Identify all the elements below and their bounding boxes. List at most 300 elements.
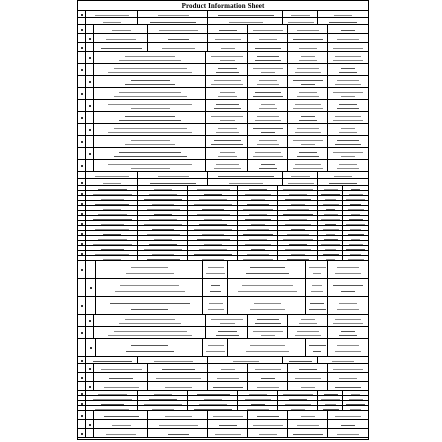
- placeholder-line: [339, 164, 357, 165]
- table-cell: [78, 382, 86, 390]
- placeholder-line: [341, 331, 355, 332]
- placeholder-line: [204, 194, 222, 195]
- placeholder-line: [350, 229, 361, 230]
- placeholder-line: [261, 104, 275, 105]
- table-cell: [248, 160, 288, 171]
- placeholder-line: [218, 156, 237, 157]
- table-cell: [188, 186, 238, 190]
- table-row: [78, 76, 368, 88]
- table-cell: [188, 201, 238, 205]
- table-cell: [138, 406, 188, 410]
- placeholder-line: [324, 189, 338, 190]
- table-cell: [328, 315, 368, 326]
- placeholder-line: [245, 244, 271, 245]
- cell-mark: [81, 269, 83, 271]
- table-cell: [138, 401, 188, 405]
- table-cell: [306, 297, 328, 314]
- table-cell: [203, 261, 228, 278]
- table-cell: [206, 327, 248, 338]
- placeholder-line: [293, 140, 323, 141]
- table-cell: [188, 231, 238, 235]
- table-row: [78, 382, 368, 391]
- table-cell: [78, 251, 86, 255]
- table-cell: [94, 136, 206, 147]
- table-cell: [206, 76, 248, 87]
- table-row: [78, 179, 368, 186]
- placeholder-line: [255, 48, 281, 49]
- table-cell: [343, 216, 368, 220]
- placeholder-line: [283, 239, 313, 240]
- table-cell: [318, 216, 343, 220]
- placeholder-line: [152, 229, 174, 230]
- placeholder-line: [199, 224, 227, 225]
- table-cell: [318, 401, 343, 405]
- placeholder-line: [194, 204, 232, 205]
- table-cell: [343, 221, 368, 225]
- placeholder-line: [289, 244, 307, 245]
- placeholder-line: [309, 309, 326, 310]
- table-cell: [86, 396, 138, 400]
- placeholder-line: [333, 60, 363, 61]
- placeholder-line: [310, 303, 324, 304]
- table-cell: [78, 221, 86, 225]
- table-cell: [328, 327, 368, 338]
- table-cell: [288, 112, 328, 123]
- table-cell: [94, 52, 206, 63]
- placeholder-line: [287, 234, 309, 235]
- cell-mark: [90, 287, 92, 289]
- placeholder-line: [199, 404, 227, 405]
- placeholder-line: [348, 209, 364, 210]
- placeholder-line: [206, 351, 225, 352]
- placeholder-line: [216, 104, 239, 105]
- table-cell: [238, 216, 278, 220]
- placeholder-line: [202, 209, 224, 210]
- table-cell: [94, 364, 148, 372]
- table-cell: [278, 236, 318, 240]
- table-cell: [86, 364, 94, 372]
- table-cell: [96, 297, 203, 314]
- placeholder-line: [101, 224, 124, 225]
- table-cell: [148, 43, 208, 51]
- placeholder-line: [95, 176, 129, 177]
- table-cell: [318, 246, 343, 250]
- table-cell: [208, 43, 248, 51]
- table-row: [78, 25, 368, 34]
- table-cell: [318, 11, 368, 17]
- table-cell: [238, 226, 278, 230]
- placeholder-line: [283, 214, 313, 215]
- placeholder-line: [126, 273, 174, 274]
- table-cell: [78, 52, 86, 63]
- table-cell: [288, 34, 328, 42]
- table-cell: [78, 172, 86, 178]
- table-cell: [278, 211, 318, 215]
- table-cell: [248, 34, 288, 42]
- placeholder-line: [335, 273, 361, 274]
- table-cell: [288, 148, 328, 159]
- placeholder-line: [209, 303, 223, 304]
- table-cell: [248, 25, 288, 33]
- table-cell: [328, 382, 368, 390]
- table-cell: [328, 364, 368, 372]
- table-cell: [78, 34, 86, 42]
- placeholder-line: [211, 56, 243, 57]
- table-cell: [138, 206, 188, 210]
- table-cell: [206, 64, 248, 75]
- table-cell: [86, 136, 94, 147]
- table-cell: [86, 382, 94, 390]
- table-cell: [318, 18, 368, 24]
- table-cell: [343, 211, 368, 215]
- table-cell: [343, 396, 368, 400]
- table-cell: [288, 76, 328, 87]
- placeholder-line: [261, 335, 275, 336]
- placeholder-line: [285, 249, 311, 250]
- table-cell: [78, 420, 86, 428]
- sheet-title: Product Information Sheet: [78, 1, 368, 11]
- placeholder-line: [159, 30, 198, 31]
- table-cell: [78, 279, 86, 296]
- table-cell: [86, 186, 138, 190]
- table-cell: [188, 191, 238, 195]
- placeholder-line: [326, 209, 335, 210]
- placeholder-line: [112, 30, 131, 31]
- placeholder-line: [350, 204, 361, 205]
- placeholder-line: [253, 128, 283, 129]
- placeholder-line: [253, 331, 283, 332]
- placeholder-line: [257, 319, 279, 320]
- placeholder-line: [110, 303, 190, 304]
- placeholder-line: [285, 224, 311, 225]
- table-cell: [86, 373, 94, 381]
- table-cell: [86, 411, 94, 419]
- placeholder-line: [341, 128, 355, 129]
- placeholder-line: [321, 399, 340, 400]
- placeholder-line: [321, 219, 340, 220]
- table-cell: [206, 100, 248, 111]
- table-cell: [86, 251, 138, 255]
- table-cell: [188, 256, 238, 260]
- table-cell: [94, 327, 206, 338]
- table-cell: [138, 236, 188, 240]
- table-cell: [248, 382, 288, 390]
- placeholder-line: [93, 194, 132, 195]
- placeholder-line: [337, 39, 359, 40]
- placeholder-line: [333, 323, 363, 324]
- placeholder-line: [229, 183, 263, 184]
- cell-mark: [89, 105, 91, 107]
- table-cell: [343, 201, 368, 205]
- table-cell: [188, 206, 238, 210]
- placeholder-line: [339, 104, 357, 105]
- table-cell: [188, 391, 238, 395]
- table-row: [78, 34, 368, 43]
- table-cell: [94, 34, 148, 42]
- placeholder-line: [255, 152, 281, 153]
- table-cell: [288, 88, 328, 99]
- cell-mark: [81, 243, 83, 245]
- table-cell: [206, 124, 248, 135]
- table-cell: [78, 373, 86, 381]
- placeholder-line: [103, 22, 121, 23]
- placeholder-line: [199, 249, 227, 250]
- placeholder-line: [101, 48, 142, 49]
- table-cell: [306, 339, 328, 356]
- table-cell: [78, 364, 86, 372]
- table-cell: [86, 179, 138, 185]
- table-cell: [288, 429, 328, 437]
- cell-mark: [81, 213, 83, 215]
- table-cell: [228, 339, 306, 356]
- table-cell: [228, 297, 306, 314]
- table-cell: [278, 191, 318, 195]
- cell-mark: [81, 141, 83, 143]
- table-cell: [238, 391, 278, 395]
- placeholder-line: [299, 323, 317, 324]
- cell-mark: [81, 332, 83, 334]
- placeholder-line: [216, 72, 239, 73]
- table-cell: [208, 25, 248, 33]
- placeholder-line: [333, 92, 363, 93]
- table-cell: [228, 279, 306, 296]
- placeholder-line: [249, 214, 267, 215]
- placeholder-line: [335, 351, 361, 352]
- table-cell: [86, 25, 94, 33]
- placeholder-line: [125, 116, 175, 117]
- placeholder-line: [217, 378, 239, 379]
- placeholder-line: [350, 254, 361, 255]
- placeholder-line: [299, 92, 317, 93]
- placeholder-line: [291, 229, 305, 230]
- table-cell: [278, 221, 318, 225]
- table-row: [78, 64, 368, 76]
- placeholder-line: [341, 68, 355, 69]
- table-cell: [238, 246, 278, 250]
- placeholder-line: [154, 361, 193, 362]
- placeholder-line: [152, 409, 174, 410]
- table-cell: [86, 297, 96, 314]
- table-cell: [86, 76, 94, 87]
- placeholder-line: [339, 132, 357, 133]
- placeholder-line: [144, 249, 182, 250]
- table-cell: [148, 382, 208, 390]
- table-row: [78, 148, 368, 160]
- table-cell: [188, 216, 238, 220]
- table-row: [78, 160, 368, 172]
- placeholder-line: [98, 214, 127, 215]
- table-cell: [206, 136, 248, 147]
- placeholder-line: [311, 291, 323, 292]
- table-cell: [238, 406, 278, 410]
- table-cell: [278, 396, 318, 400]
- placeholder-line: [288, 22, 314, 23]
- table-cell: [78, 246, 86, 250]
- placeholder-line: [245, 219, 271, 220]
- placeholder-line: [202, 259, 224, 260]
- table-row: [78, 364, 368, 373]
- cell-mark: [89, 368, 91, 370]
- table-cell: [318, 186, 343, 190]
- table-cell: [86, 401, 138, 405]
- placeholder-line: [301, 416, 315, 417]
- placeholder-line: [293, 108, 323, 109]
- placeholder-line: [114, 331, 187, 332]
- placeholder-line: [197, 394, 230, 395]
- placeholder-line: [291, 409, 305, 410]
- placeholder-line: [291, 254, 305, 255]
- cell-mark: [81, 14, 83, 16]
- table-cell: [278, 186, 318, 190]
- cell-mark: [90, 347, 92, 349]
- cell-mark: [81, 415, 83, 417]
- placeholder-line: [213, 416, 243, 417]
- placeholder-line: [251, 404, 265, 405]
- placeholder-line: [194, 254, 232, 255]
- placeholder-line: [125, 144, 175, 145]
- table-cell: [318, 406, 343, 410]
- table-cell: [86, 221, 138, 225]
- table-cell: [328, 160, 368, 171]
- placeholder-line: [341, 30, 355, 31]
- table-cell: [318, 357, 368, 363]
- table-cell: [278, 246, 318, 250]
- table-cell: [248, 124, 288, 135]
- table-cell: [78, 186, 86, 190]
- placeholder-line: [351, 214, 360, 215]
- table-cell: [283, 172, 318, 178]
- placeholder-line: [149, 244, 177, 245]
- cell-mark: [81, 203, 83, 205]
- table-cell: [94, 76, 206, 87]
- table-cell: [86, 236, 138, 240]
- cell-mark: [89, 129, 91, 131]
- table-cell: [94, 411, 148, 419]
- placeholder-line: [215, 39, 241, 40]
- table-cell: [86, 211, 138, 215]
- placeholder-line: [204, 219, 222, 220]
- placeholder-line: [247, 229, 269, 230]
- placeholder-line: [125, 56, 175, 57]
- table-cell: [188, 251, 238, 255]
- table-cell: [86, 148, 94, 159]
- placeholder-line: [98, 239, 127, 240]
- table-cell: [283, 18, 318, 24]
- table-cell: [343, 391, 368, 395]
- cell-mark: [89, 81, 91, 83]
- placeholder-line: [253, 156, 283, 157]
- table-cell: [78, 236, 86, 240]
- table-cell: [343, 186, 368, 190]
- table-cell: [328, 148, 368, 159]
- table-cell: [138, 186, 188, 190]
- placeholder-line: [245, 399, 271, 400]
- table-row: [78, 411, 368, 420]
- table-cell: [86, 34, 94, 42]
- placeholder-line: [341, 156, 355, 157]
- table-row: [78, 357, 368, 364]
- table-cell: [78, 339, 86, 356]
- table-row: [78, 429, 368, 438]
- placeholder-line: [289, 194, 307, 195]
- table-cell: [138, 251, 188, 255]
- table-cell: [328, 124, 368, 135]
- placeholder-line: [325, 199, 336, 200]
- placeholder-line: [323, 204, 339, 205]
- placeholder-line: [98, 394, 127, 395]
- placeholder-line: [154, 189, 172, 190]
- placeholder-line: [346, 249, 365, 250]
- table-cell: [78, 216, 86, 220]
- table-cell: [86, 206, 138, 210]
- cell-mark: [81, 182, 83, 184]
- table-cell: [78, 148, 86, 159]
- placeholder-line: [293, 434, 323, 435]
- placeholder-line: [95, 254, 129, 255]
- placeholder-line: [219, 425, 237, 426]
- placeholder-line: [204, 244, 222, 245]
- cell-mark: [81, 253, 83, 255]
- placeholder-line: [208, 267, 224, 268]
- placeholder-line: [349, 194, 363, 195]
- placeholder-line: [126, 351, 174, 352]
- placeholder-line: [259, 108, 277, 109]
- table-cell: [288, 373, 328, 381]
- placeholder-line: [247, 254, 269, 255]
- placeholder-line: [255, 323, 281, 324]
- placeholder-line: [337, 267, 359, 268]
- placeholder-line: [293, 80, 323, 81]
- placeholder-line: [299, 369, 317, 370]
- placeholder-line: [287, 259, 309, 260]
- placeholder-line: [114, 156, 187, 157]
- placeholder-line: [106, 434, 136, 435]
- table-cell: [188, 226, 238, 230]
- table-cell: [138, 357, 208, 363]
- placeholder-line: [301, 319, 315, 320]
- table-cell: [343, 191, 368, 195]
- table-row: [78, 100, 368, 112]
- placeholder-line: [295, 104, 321, 105]
- placeholder-line: [323, 254, 339, 255]
- table-cell: [278, 201, 318, 205]
- placeholder-line: [197, 214, 230, 215]
- placeholder-line: [351, 189, 360, 190]
- table-cell: [138, 196, 188, 200]
- table-cell: [86, 226, 138, 230]
- table-cell: [86, 256, 138, 260]
- table-cell: [248, 43, 288, 51]
- table-row: [78, 43, 368, 52]
- placeholder-line: [313, 273, 321, 274]
- table-cell: [278, 391, 318, 395]
- placeholder-line: [348, 234, 364, 235]
- table-cell: [86, 11, 138, 17]
- placeholder-line: [289, 399, 307, 400]
- placeholder-line: [211, 84, 243, 85]
- table-cell: [188, 211, 238, 215]
- placeholder-line: [309, 267, 326, 268]
- table-cell: [343, 196, 368, 200]
- table-cell: [138, 246, 188, 250]
- table-cell: [288, 43, 328, 51]
- table-cell: [228, 261, 306, 278]
- placeholder-line: [325, 404, 336, 405]
- table-cell: [278, 406, 318, 410]
- placeholder-line: [144, 224, 182, 225]
- table-cell: [238, 191, 278, 195]
- placeholder-line: [214, 168, 241, 169]
